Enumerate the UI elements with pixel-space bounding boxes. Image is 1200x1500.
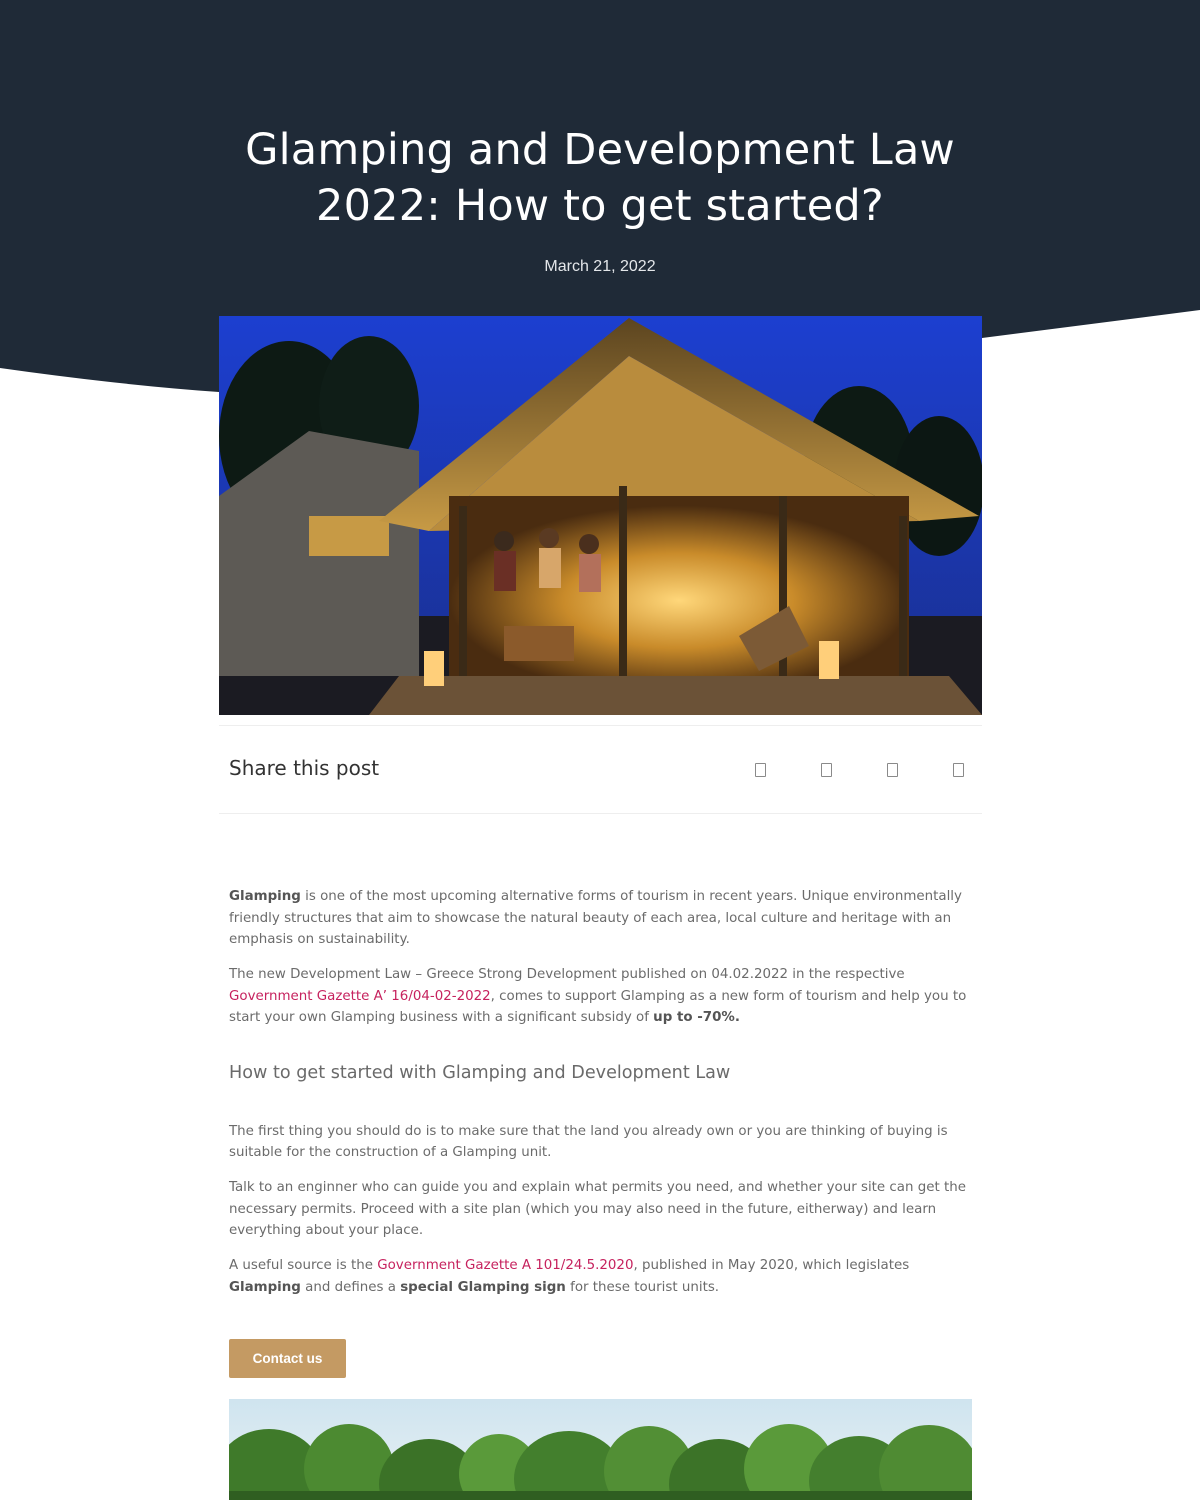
featured-image [219,316,982,715]
share-bar [219,725,982,814]
glamping-strong: Glamping [229,889,301,904]
source-text-2: , published in May 2020, which legislates [633,1258,910,1273]
glamping-sign-strong: special Glamping sign [400,1279,566,1295]
intro-paragraph [229,886,974,951]
share-icon[interactable] [953,763,964,777]
dev-law-text-2: , comes to support Glamping as a new form of tourism and help you to start your own Glamping business with a significant subsidy of [229,988,967,1025]
post-date: March 21, 2022 [544,258,656,275]
intro-text: is one of the most upcoming alternative forms of tourism in recent years. Unique environmentally friendly structures that aim to showcase the natural beauty of each area, local culture and heritage with an emphasis on sustainability. [229,889,962,947]
engineer-paragraph: Talk to an enginner who can guide you and explain what permits you need, and whether your site can get the necessary permits. Proceed with a site plan (which you may also need in the future, eitherway) and learn everything about your place. [229,1180,966,1238]
section-heading: How to get started with Glamping and Development Law [229,1062,731,1083]
source-text-4: for these tourist units. [565,1279,720,1295]
gazette-link-1[interactable]: Government Gazette A’ 16/04-02-2022 [229,988,491,1004]
source-paragraph [229,1255,974,1298]
gazette-link-2[interactable]: Government Gazette A 101/24.5.2020 [377,1258,634,1273]
glamping-strong-2: Glamping [229,1279,301,1295]
article-content [229,886,974,1312]
share-icon[interactable] [887,763,898,777]
source-text-1: A useful source is the [229,1258,378,1273]
dev-law-text-1: The new Development Law – Greece Strong Development published on 04.02.2022 in the respective [229,967,905,982]
post-title: Glamping and Development Law 2022: How to get started? [245,125,955,231]
development-law-paragraph [229,964,974,1029]
secondary-image [229,1399,972,1500]
subsidy-strong: up to -70%. [653,1010,740,1025]
share-icon[interactable] [755,763,766,777]
share-label: Share this post [229,756,380,780]
share-icon[interactable] [821,763,832,777]
contact-us-button[interactable]: Contact us [229,1339,346,1378]
land-paragraph: The first thing you should do is to make sure that the land you already own or you are thinking of buying is suitable for the construction of a Glamping unit. [229,1123,948,1160]
source-text-3: and defines a [300,1279,401,1295]
